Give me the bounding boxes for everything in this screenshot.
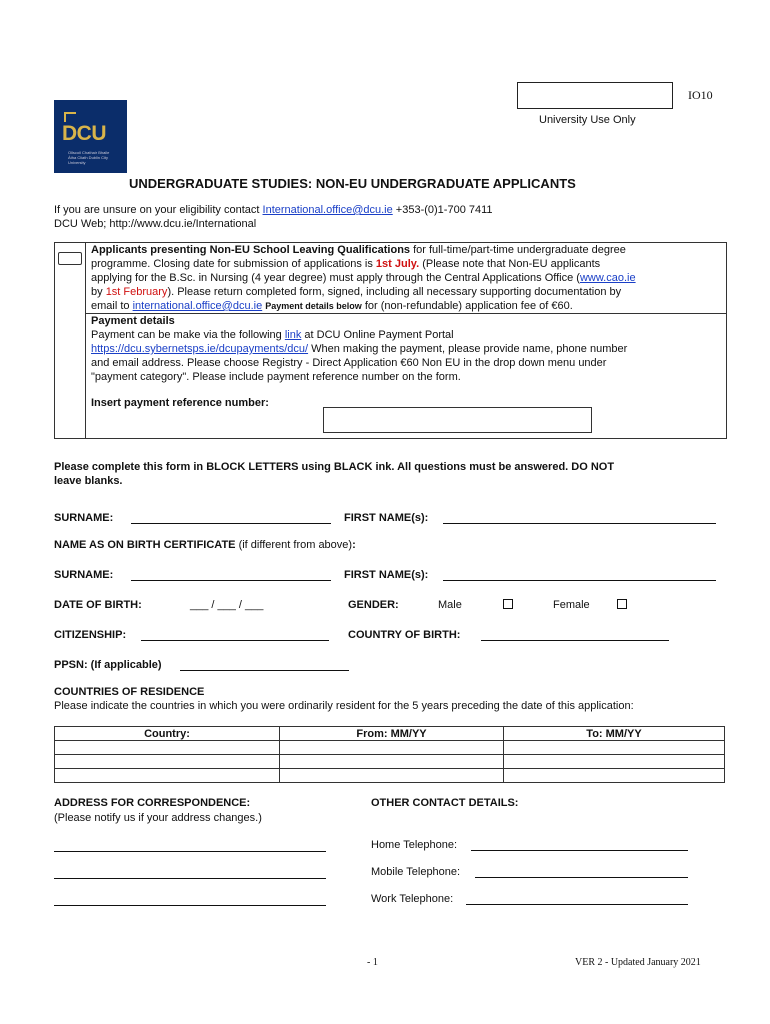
residence-heading: COUNTRIES OF RESIDENCE <box>54 686 205 698</box>
to-column-header: To: MM/YY <box>504 727 725 741</box>
applicants-text: ). Please return completed form, signed, including all necessary supporting documentation by <box>167 286 622 298</box>
payment-paragraph <box>91 314 721 384</box>
surname-birth-field[interactable] <box>131 569 331 581</box>
applicants-text: programme. Closing date for submission of applications is <box>91 258 373 270</box>
international-email-link[interactable]: International.office@dcu.ie <box>262 204 393 216</box>
citizenship-label: CITIZENSHIP: <box>54 629 127 641</box>
university-use-label: University Use Only <box>539 114 636 126</box>
surname-field[interactable] <box>131 512 331 524</box>
dob-label: DATE OF BIRTH: <box>54 599 142 611</box>
applicants-text: by <box>91 286 103 298</box>
first-names-label: FIRST NAME(s): <box>344 512 429 524</box>
from-cell[interactable] <box>280 755 504 769</box>
birth-cert-note: (if different from above) <box>238 539 353 551</box>
birth-cert-label: NAME AS ON BIRTH CERTIFICATE <box>54 539 236 551</box>
surname-label: SURNAME: <box>54 512 114 524</box>
page-number: - 1 <box>367 957 378 968</box>
residence-note: Please indicate the countries in which you were ordinarily resident for the 5 years preceding the date of this application: <box>54 700 634 712</box>
work-telephone-field[interactable] <box>466 893 688 905</box>
applicant-type-checkbox[interactable] <box>58 252 82 265</box>
logo-text: DCU <box>62 122 106 145</box>
payment-heading: Payment details <box>91 315 175 327</box>
country-of-birth-label: COUNTRY OF BIRTH: <box>348 629 461 641</box>
surname-birth-label: SURNAME: <box>54 569 114 581</box>
instructions-line: leave blanks. <box>54 475 123 487</box>
payment-text: Payment can be make via the following <box>91 329 282 341</box>
dob-field[interactable]: ___ / ___ / ___ <box>190 599 264 611</box>
table-row <box>55 755 725 769</box>
to-cell[interactable] <box>504 769 725 783</box>
cao-link[interactable]: www.cao.ie <box>579 272 636 284</box>
february-date: 1st February <box>105 286 168 298</box>
payment-text: and email address. Please choose Registry - Direct Application €60 Non EU in the drop down menu under <box>91 357 607 369</box>
address-line-3[interactable] <box>54 894 326 906</box>
work-telephone-label: Work Telephone: <box>371 893 454 905</box>
ppsn-label: PPSN: (If applicable) <box>54 659 162 671</box>
country-cell[interactable] <box>55 741 280 755</box>
applicants-text: email to <box>91 300 130 312</box>
first-names-birth-field[interactable] <box>443 569 716 581</box>
payment-ref-label: Insert payment reference number: <box>91 397 269 409</box>
university-use-box <box>517 82 673 109</box>
male-label: Male <box>438 599 462 611</box>
address-line-2[interactable] <box>54 867 326 879</box>
table-row <box>55 769 725 783</box>
table-row <box>55 741 725 755</box>
from-column-header: From: MM/YY <box>280 727 504 741</box>
payment-text: "payment category". Please include payment reference number on the form. <box>91 371 461 383</box>
mobile-telephone-label: Mobile Telephone: <box>371 866 461 878</box>
page-title: UNDERGRADUATE STUDIES: NON-EU UNDERGRADUATE APPLICANTS <box>129 176 576 191</box>
applicants-text: (Please note that Non-EU applicants <box>422 258 601 270</box>
applicants-text: for full-time/part-time undergraduate degree <box>413 244 626 256</box>
closing-date: 1st July. <box>375 258 420 270</box>
mobile-telephone-field[interactable] <box>475 866 688 878</box>
female-checkbox[interactable] <box>617 599 627 609</box>
from-cell[interactable] <box>280 769 504 783</box>
from-cell[interactable] <box>280 741 504 755</box>
address-heading: ADDRESS FOR CORRESPONDENCE: <box>54 797 251 809</box>
ppsn-field[interactable] <box>180 659 349 671</box>
applicants-text: applying for the B.Sc. in Nursing (4 year degree) must apply through the Central Applications Office ( <box>91 272 580 284</box>
contact-phone: +353-(0)1-700 7411 <box>395 204 493 216</box>
applicants-heading: Applicants presenting Non-EU School Leaving Qualifications <box>91 244 411 256</box>
to-cell[interactable] <box>504 741 725 755</box>
address-note: (Please notify us if your address changes.) <box>54 812 262 824</box>
residence-table <box>54 726 725 783</box>
citizenship-field[interactable] <box>141 629 329 641</box>
country-cell[interactable] <box>55 769 280 783</box>
eligibility-contact <box>54 203 493 231</box>
contact-prefix: If you are unsure on your eligibility contact <box>54 204 260 216</box>
dcu-web-text: DCU Web; http://www.dcu.ie/International <box>54 218 257 230</box>
gender-label: GENDER: <box>348 599 399 611</box>
birth-cert-heading: NAME AS ON BIRTH CERTIFICATE (if different from above): <box>54 539 356 551</box>
payment-text: at DCU Online Payment Portal <box>304 329 454 341</box>
female-label: Female <box>553 599 590 611</box>
payment-link[interactable]: link <box>284 329 302 341</box>
table-header-row <box>55 727 725 741</box>
country-cell[interactable] <box>55 755 280 769</box>
logo-subtext: Ollscoil Chathair Bhaile Átha Cliath Dublin City University <box>68 150 110 165</box>
version-text: VER 2 - Updated January 2021 <box>575 957 701 968</box>
address-line-1[interactable] <box>54 840 326 852</box>
other-contact-heading: OTHER CONTACT DETAILS: <box>371 797 519 809</box>
first-names-birth-label: FIRST NAME(s): <box>344 569 429 581</box>
form-code: IO10 <box>688 88 713 102</box>
payment-portal-link[interactable]: https://dcu.sybernetsps.ie/dcupayments/dcu/ <box>91 343 309 355</box>
logo-mark-icon <box>64 112 76 122</box>
instructions-line: Please complete this form in BLOCK LETTERS using BLACK ink. All questions must be answered. DO NOT <box>54 461 615 473</box>
instructions <box>54 460 614 488</box>
international-office-email-link[interactable]: international.office@dcu.ie <box>132 300 263 312</box>
applicants-text: for (non-refundable) application fee of €60. <box>364 300 573 312</box>
payment-text: When making the payment, please provide name, phone number <box>308 343 628 355</box>
applicant-info-box <box>54 242 727 439</box>
male-checkbox[interactable] <box>503 599 513 609</box>
applicants-paragraph <box>91 243 721 313</box>
home-telephone-field[interactable] <box>471 839 688 851</box>
country-column-header: Country: <box>55 727 280 741</box>
country-of-birth-field[interactable] <box>481 629 669 641</box>
to-cell[interactable] <box>504 755 725 769</box>
payment-reference-input[interactable] <box>323 407 592 433</box>
home-telephone-label: Home Telephone: <box>371 839 458 851</box>
first-names-field[interactable] <box>443 512 716 524</box>
payment-details-ref: Payment details below <box>265 301 362 311</box>
dcu-logo <box>54 100 127 173</box>
